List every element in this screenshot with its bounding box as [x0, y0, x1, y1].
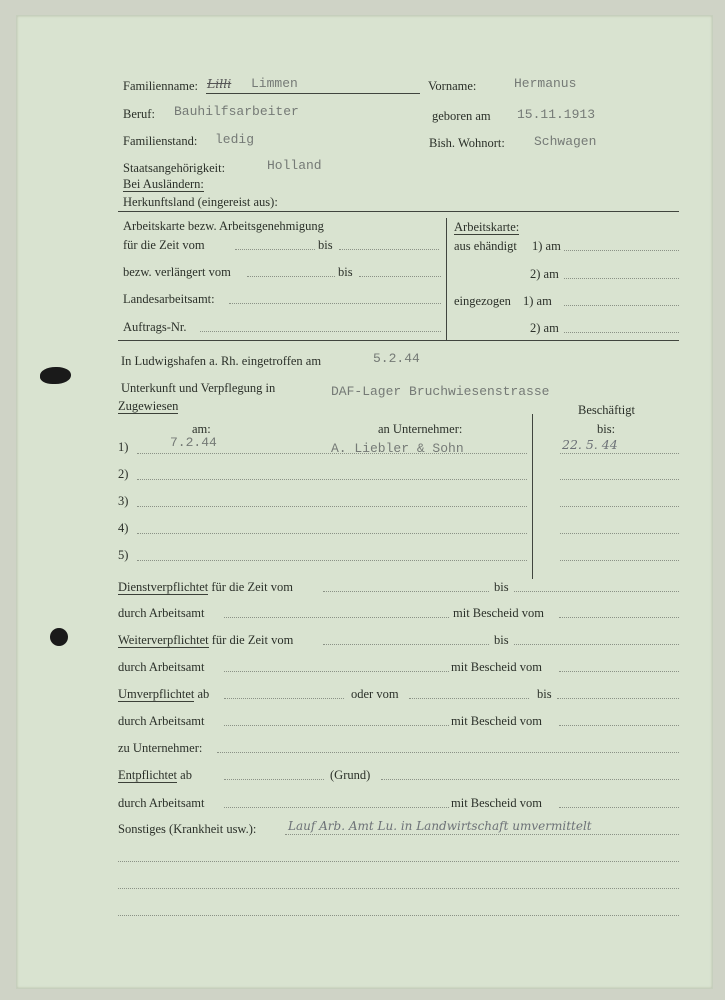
auslaender-label: Bei Ausländern:	[123, 177, 204, 191]
ausgehaendigt-am1-field	[564, 250, 679, 251]
beruf-value: Bauhilfsarbeiter	[174, 104, 299, 119]
weiterverpflichtet-label: Weiterverpflichtet	[118, 633, 209, 647]
zugewiesen-label: Zugewiesen	[118, 399, 179, 413]
divider-1	[118, 211, 679, 212]
weiter-vom-field	[323, 644, 489, 645]
dienst-bis-field	[514, 591, 679, 592]
arbeitskarte-title: Arbeitskarte:	[454, 220, 520, 234]
umverpflichtet-line	[118, 687, 209, 701]
punch-hole-upper	[40, 367, 71, 384]
sonstiges-label: Sonstiges (Krankheit usw.):	[118, 822, 257, 836]
registration-card	[16, 15, 713, 989]
landesarbeitsamt-field	[229, 303, 441, 304]
dienst-bescheid-label: mit Bescheid vom	[453, 606, 544, 620]
entpflichtet-ab-label: ab	[180, 768, 192, 782]
familienstand-value: ledig	[215, 132, 255, 147]
geboren-value: 15.11.1913	[517, 107, 596, 122]
punch-hole-lower	[50, 628, 68, 646]
um-bescheid-label: mit Bescheid vom	[451, 714, 542, 728]
row-line	[137, 560, 527, 561]
zeit-vom-label: für die Zeit vom	[123, 238, 205, 252]
eingezogen-am1-field	[564, 305, 679, 306]
um-durch-field	[224, 725, 449, 726]
um-bescheid-field	[559, 725, 679, 726]
grund-field	[381, 779, 679, 780]
beschaeftigt-header: Beschäftigt	[578, 403, 635, 417]
zeit-bis-field	[339, 249, 439, 250]
eingezogen-am2-field	[564, 332, 679, 333]
um-oder-vom-field	[409, 698, 529, 699]
zeit-vom-field	[235, 249, 315, 250]
umverpflichtet-ab-label: ab	[197, 687, 210, 701]
row-company: A. Liebler & Sohn	[331, 441, 464, 456]
weiter-bescheid-field	[559, 671, 679, 672]
auftrags-field	[200, 331, 441, 332]
row-until-line	[560, 506, 679, 507]
row-date: 7.2.44	[170, 435, 217, 450]
row-number: 2)	[118, 467, 129, 481]
ent-bescheid-field	[559, 807, 679, 808]
eingetroffen-label: In Ludwigshafen a. Rh. eingetroffen am	[121, 354, 322, 368]
row-number: 5)	[118, 548, 129, 562]
familienname-underline	[206, 93, 420, 94]
ausgehaendigt-am2-label: 2) am	[530, 267, 559, 281]
dienstverpflichtet-zeit-label: für die Zeit vom	[211, 580, 293, 594]
dienstverpflichtet-label: Dienstverpflichtet	[118, 580, 209, 594]
familienname-struck-value: Lilli	[207, 76, 232, 91]
sonstiges-field-2	[118, 861, 679, 862]
vorname-value: Hermanus	[514, 76, 577, 91]
verlaengert-vom-field	[247, 276, 335, 277]
ent-ab-field	[224, 779, 324, 780]
ent-bescheid-label: mit Bescheid vom	[451, 796, 542, 810]
arbeitskarte-divider	[446, 218, 447, 340]
dienstverpflichtet-line	[118, 580, 293, 594]
row-number: 3)	[118, 494, 129, 508]
verlaengert-bis-label: bis	[338, 265, 353, 279]
zugewiesen-am-header: am:	[192, 422, 211, 436]
divider-2	[118, 340, 679, 341]
row-line	[137, 453, 527, 454]
arbeitsgenehmigung-label: Arbeitskarte bezw. Arbeitsgenehmigung	[123, 219, 324, 233]
familienname-label: Familienname:	[123, 79, 198, 93]
ent-durch-label: durch Arbeitsamt	[118, 796, 205, 810]
um-oder-vom-label: oder vom	[351, 687, 399, 701]
zeit-bis-label: bis	[318, 238, 333, 252]
row-until-line	[560, 479, 679, 480]
herkunftsland-label: Herkunftsland (eingereist aus):	[123, 195, 278, 209]
row-until-line	[560, 453, 679, 454]
eingezogen-label: eingezogen	[454, 294, 511, 308]
um-ab-field	[224, 698, 344, 699]
beschaeftigt-bis-header: bis:	[597, 422, 616, 436]
unterkunft-label: Unterkunft und Verpflegung in	[121, 381, 276, 395]
dienst-durch-field	[224, 617, 449, 618]
zugewiesen-unternehmer-header: an Unternehmer:	[378, 422, 463, 436]
dienst-bescheid-field	[559, 617, 679, 618]
eingezogen-am1-label: 1) am	[523, 294, 552, 308]
ausgehaendigt-label: aus ehändigt	[454, 239, 517, 253]
landesarbeitsamt-label: Landesarbeitsamt:	[123, 292, 215, 306]
row-number: 1)	[118, 440, 129, 454]
auftrags-label: Auftrags-Nr.	[123, 320, 187, 334]
beruf-label: Beruf:	[123, 107, 155, 121]
dienst-vom-field	[323, 591, 489, 592]
row-line	[137, 506, 527, 507]
row-until-line	[560, 560, 679, 561]
geboren-label: geboren am	[432, 109, 491, 123]
sonstiges-field-1	[285, 834, 679, 835]
dienst-durch-label: durch Arbeitsamt	[118, 606, 205, 620]
weiter-bescheid-label: mit Bescheid vom	[451, 660, 542, 674]
familienstand-label: Familienstand:	[123, 134, 198, 148]
zugewiesen-divider	[532, 414, 533, 579]
weiter-bis-field	[514, 644, 679, 645]
wohnort-label: Bish. Wohnort:	[429, 136, 505, 150]
weiter-durch-field	[224, 671, 449, 672]
row-number: 4)	[118, 521, 129, 535]
vorname-label: Vorname:	[428, 79, 477, 93]
zu-unternehmer-field	[217, 752, 679, 753]
um-bis-label: bis	[537, 687, 552, 701]
verlaengert-label: bezw. verlängert vom	[123, 265, 231, 279]
umverpflichtet-label: Umverpflichtet	[118, 687, 195, 701]
ent-durch-field	[224, 807, 449, 808]
weiterverpflichtet-line	[118, 633, 293, 647]
familienname-value: Limmen	[251, 76, 298, 91]
dienst-bis-label: bis	[494, 580, 509, 594]
sonstiges-field-4	[118, 915, 679, 916]
staatsangehoerigkeit-value: Holland	[267, 158, 322, 173]
ausgehaendigt-am2-field	[564, 278, 679, 279]
staatsangehoerigkeit-label: Staatsangehörigkeit:	[123, 161, 226, 175]
unterkunft-value: DAF-Lager Bruchwiesenstrasse	[331, 384, 550, 399]
entpflichtet-line	[118, 768, 192, 782]
sonstiges-value: Lauf Arb. Amt Lu. in Landwirtschaft umvermittelt	[288, 819, 592, 833]
row-line	[137, 533, 527, 534]
wohnort-value: Schwagen	[534, 134, 597, 149]
zu-unternehmer-label: zu Unternehmer:	[118, 741, 203, 755]
row-line	[137, 479, 527, 480]
um-durch-label: durch Arbeitsamt	[118, 714, 205, 728]
entpflichtet-label: Entpflichtet	[118, 768, 178, 782]
weiter-bis-label: bis	[494, 633, 509, 647]
weiter-durch-label: durch Arbeitsamt	[118, 660, 205, 674]
sonstiges-field-3	[118, 888, 679, 889]
weiterverpflichtet-zeit-label: für die Zeit vom	[211, 633, 294, 647]
ausgehaendigt-am1-label: 1) am	[532, 239, 561, 253]
um-bis-field	[557, 698, 679, 699]
row-until-line	[560, 533, 679, 534]
eingezogen-am2-label: 2) am	[530, 321, 559, 335]
row-until: 22. 5. 44	[562, 437, 618, 452]
verlaengert-bis-field	[359, 276, 441, 277]
eingetroffen-value: 5.2.44	[373, 351, 420, 366]
grund-label: (Grund)	[330, 768, 371, 782]
